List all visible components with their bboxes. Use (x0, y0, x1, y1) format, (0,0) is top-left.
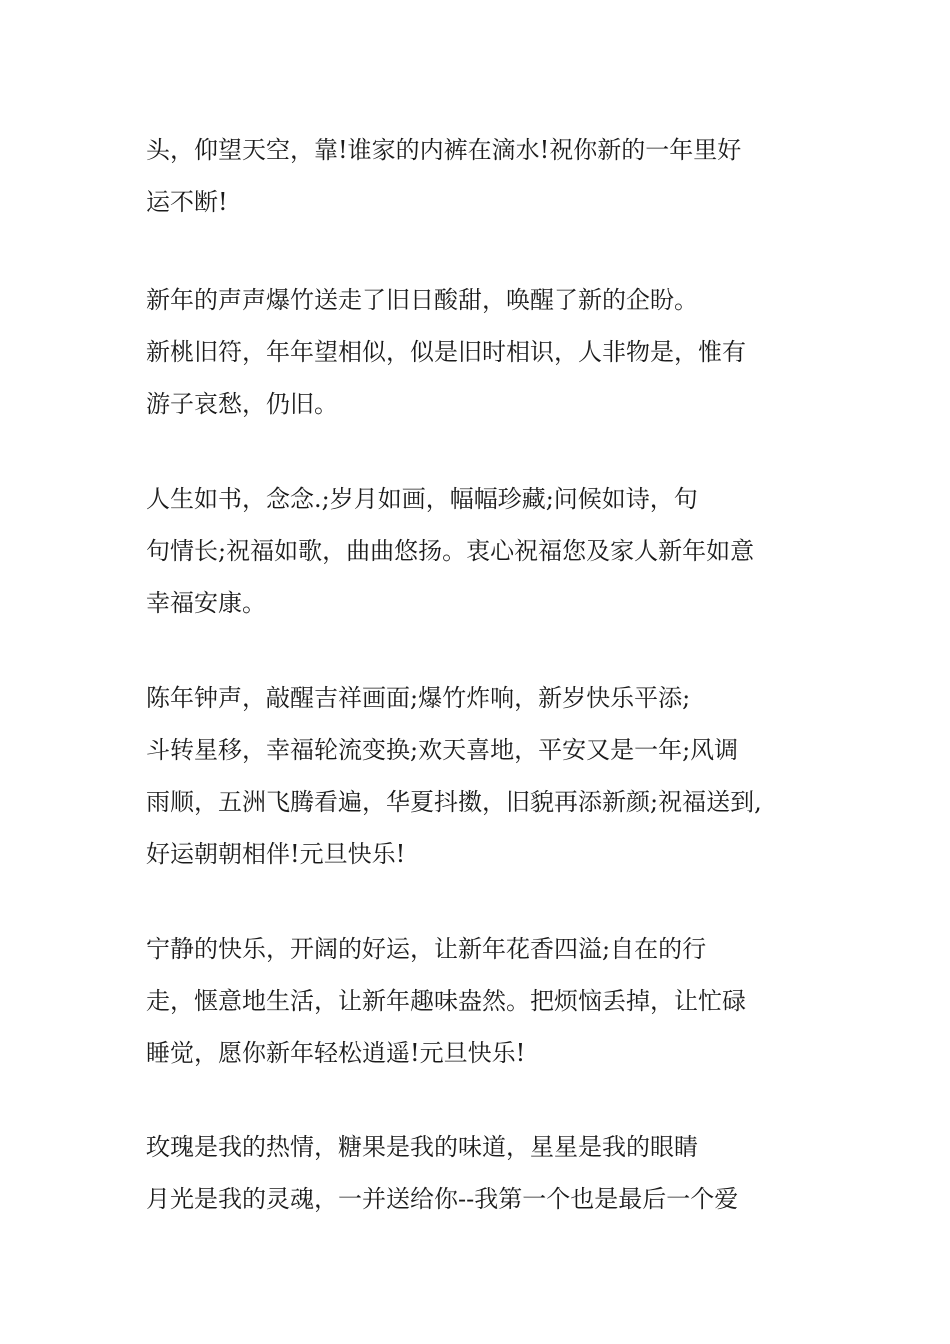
paragraph: 头，仰望天空，靠!谁家的内裤在滴水!祝你新的一年里好 运不断! (146, 136, 742, 216)
paragraph: 人生如书，念念.;岁月如画，幅幅珍藏;问候如诗，句 句情长;祝福如歌，曲曲悠扬。衷心祝福您及家人新年如意 幸福安康。 (146, 485, 755, 617)
paragraph: 陈年钟声，敲醒吉祥画面;爆竹炸响，新岁快乐平添; 斗转星移，幸福轮流变换;欢天喜地，平安又是一年;风调 雨顺，五洲飞腾看遍，华夏抖擞，旧貌再添新颜;祝福送到, 好运朝朝相伴!元旦快乐! (146, 684, 762, 868)
paragraph: 玫瑰是我的热情，糖果是我的味道，星星是我的眼睛 月光是我的灵魂，一并送给你--我第一个也是最后一个爱 (146, 1133, 739, 1213)
paragraph: 新年的声声爆竹送走了旧日酸甜，唤醒了新的企盼。 新桃旧符，年年望相似，似是旧时相识，人非物是，惟有 游子哀愁，仍旧。 (146, 286, 746, 418)
paragraph: 宁静的快乐，开阔的好运，让新年花香四溢;自在的行 走，惬意地生活，让新年趣味盎然。把烦恼丢掉，让忙碌 睡觉，愿你新年轻松逍遥!元旦快乐! (146, 935, 746, 1067)
